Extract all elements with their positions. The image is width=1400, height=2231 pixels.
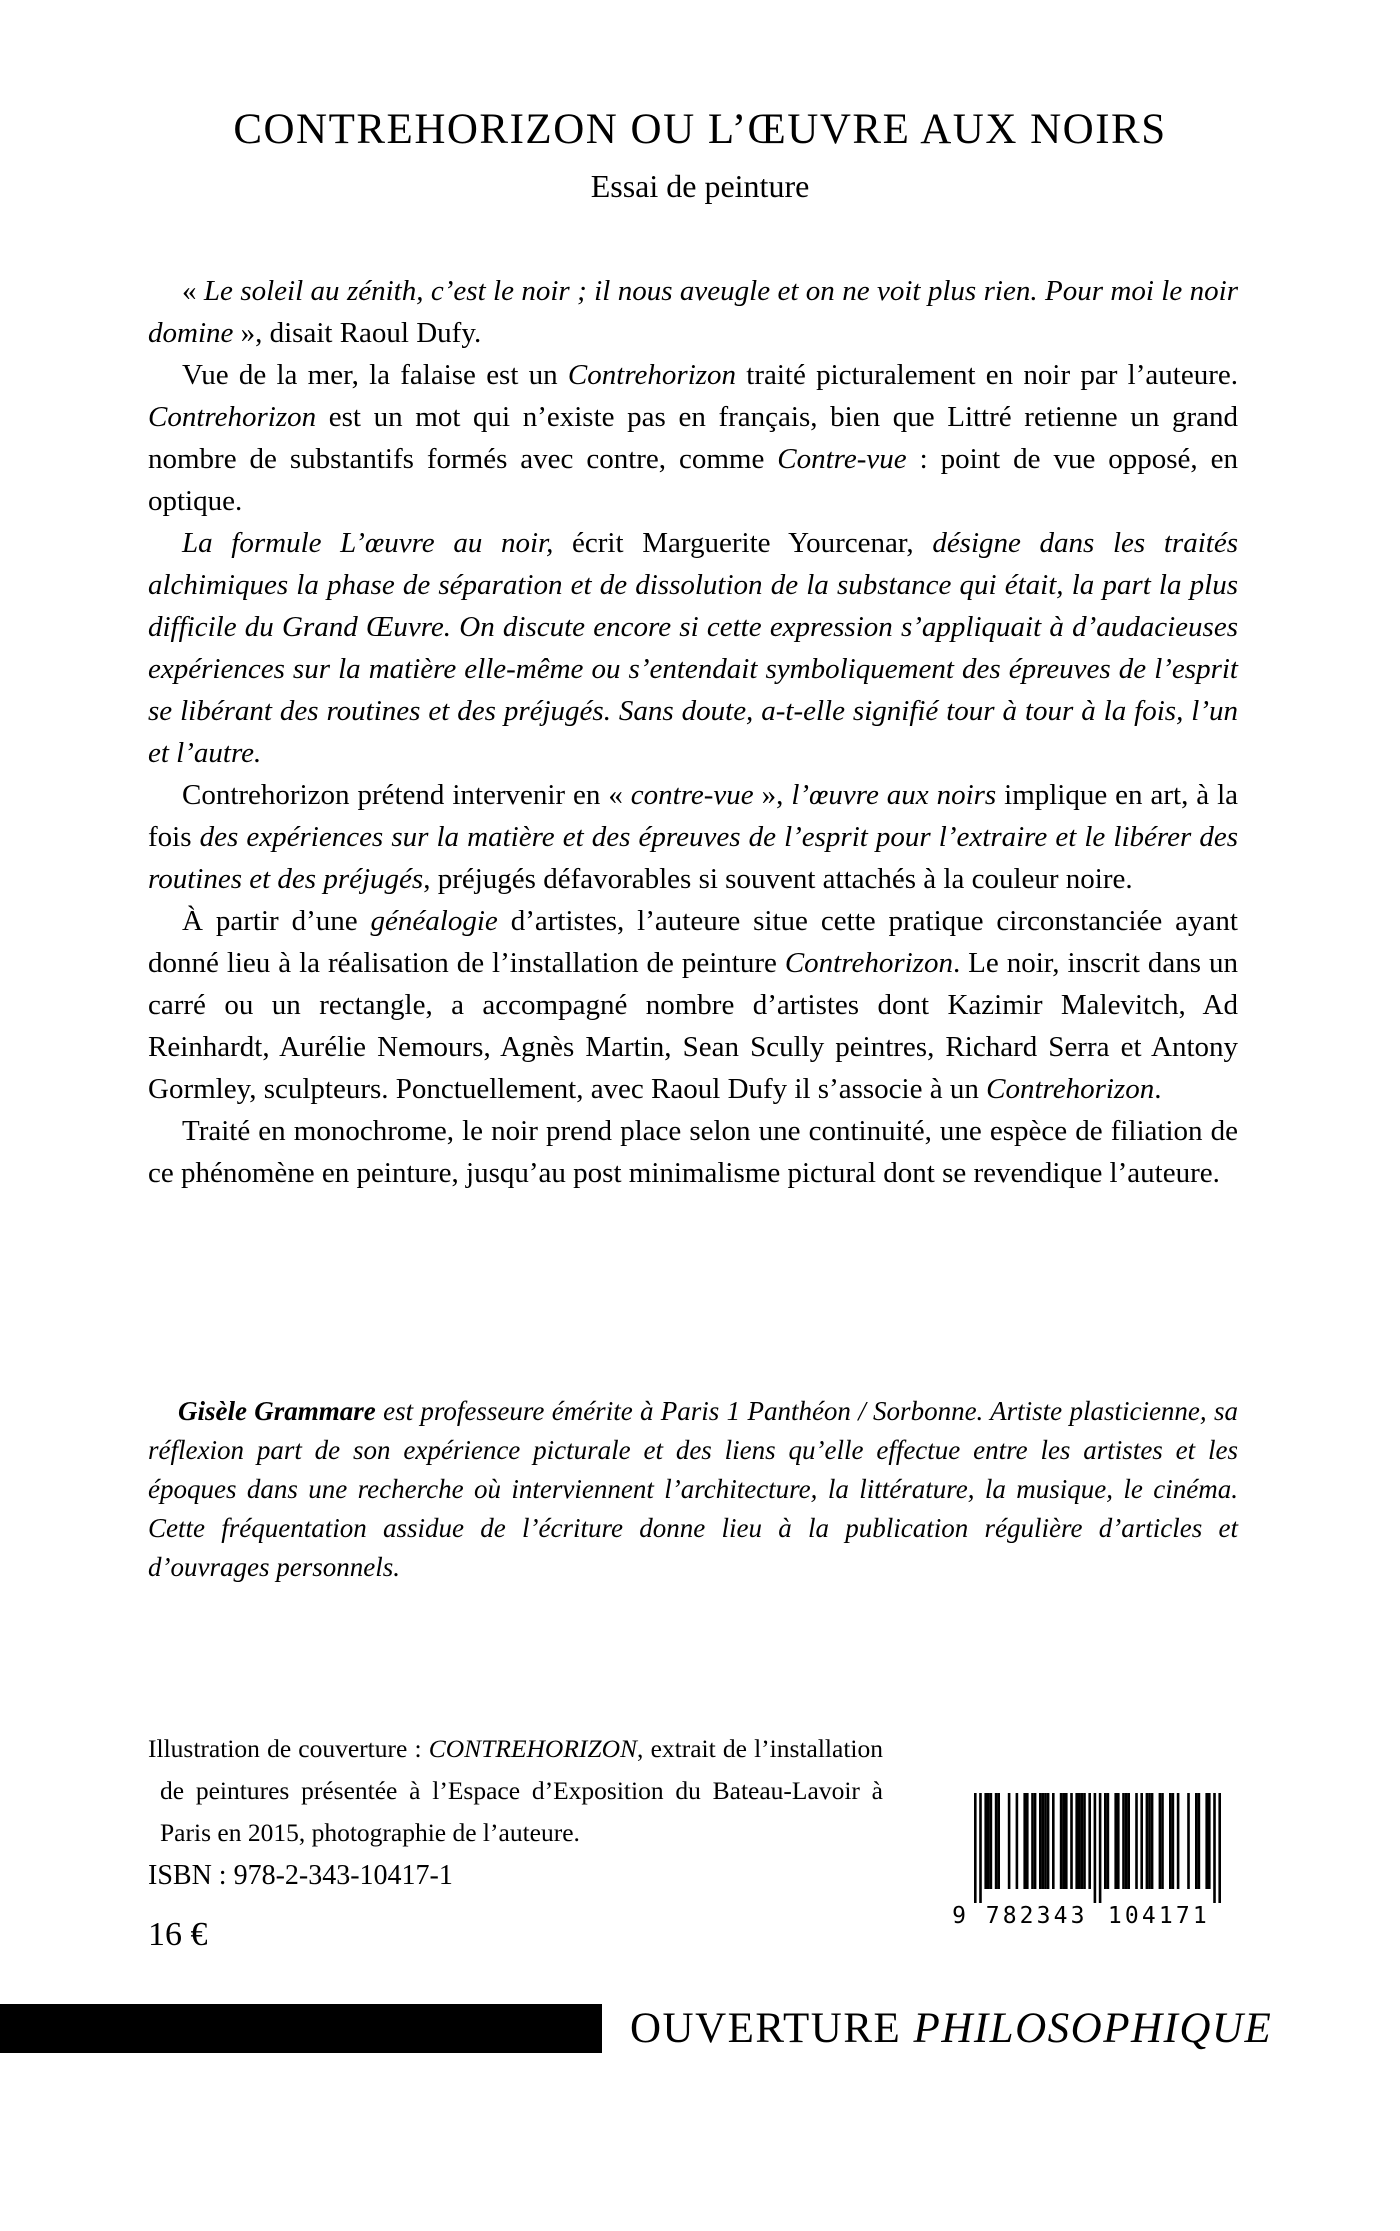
text-segment: d’artistes, l’auteure situe cette pratique circonstanciée ayant donné lieu à la réalisation de l’installation de peinture [148,905,1238,979]
text-segment: généalogie [370,905,498,937]
illustration-note [148,1728,883,1854]
text-segment: : point de vue opposé, en optique. [148,443,1238,517]
paragraph [148,270,1238,354]
book-subtitle: Essai de peinture [590,167,810,204]
text-segment: CONTREHORIZON [428,1734,638,1763]
text-segment: À partir d’une [182,905,371,937]
paragraph [148,354,1238,522]
text-segment: Contrehorizon [567,359,737,391]
barcode-svg [952,1793,1229,1929]
text-segment: Contrehorizon [148,401,317,433]
text-segment: écrit Marguerite Yourcenar, [572,527,933,559]
text-segment: « [182,275,204,307]
synopsis-text [148,270,1238,1194]
text-segment: . [1154,1073,1162,1105]
text-segment: . Le noir, inscrit dans un carré ou un rectangle, a accompagné nombre d’artistes dont Kazimir Malevitch, Ad Reinhardt, Aurélie Nemours, Agnès Martin, Sean Scully peintres, Richard Serra et Antony Gormley, sculpteurs. Ponctuellement, avec Raoul Dufy il s’associe à un [148,947,1238,1105]
text-segment: Contrehorizon prétend intervenir en « [182,779,631,811]
author-bio [148,1392,1238,1587]
collection-bar [0,2004,602,2053]
text-segment: Gisèle Grammare [178,1396,376,1426]
text-segment: traité picturalement en noir par l’auteure. [736,359,1238,391]
price-label: 16 € [148,1916,208,1953]
text-segment: Vue de la mer, la falaise est un [182,359,568,391]
paragraph [148,1110,1238,1194]
text-segment: Contrehorizon [784,947,953,979]
text-segment: Illustration de couverture : [148,1734,429,1763]
text-segment: Contre-vue [777,443,907,475]
text-segment: implique en art, à la fois [148,779,1238,853]
text-segment: , préjugés défavorables si souvent attachés à la couleur noire. [423,863,1133,895]
collection-name [630,2004,1272,2053]
collection-word-2: PHILOSOPHIQUE [913,2005,1273,2052]
collection-word-1: OUVERTURE [630,2005,902,2052]
paragraph [148,522,1238,774]
text-segment: Le soleil au zénith, c’est le noir ; il nous aveugle et on ne voit plus rien. Pour moi le noir domine [148,275,1238,349]
text-segment: est professeure émérite à Paris 1 Panthéon / Sorbonne. Artiste plasticienne, sa réflexion part de son expérience picturale et des liens qu’elle effectue entre les artistes et les époques dans une recherche où interviennent l’architecture, la littérature, la musique, le cinéma. Cette fréquentation assidue de l’écriture donne lieu à la publication régulière d’articles et d’ouvrages personnels. [148,1396,1238,1582]
text-segment: désigne dans les traités alchimiques la phase de séparation et de dissolution de la substance qui était, la part la plus difficile du Grand Œuvre. On discute encore si cette expression s’appliquait à d’audacieuses expériences sur la matière elle-même ou s’entendait symboliquement des épreuves de l’esprit se libérant des routines et des préjugés. Sans doute, a-t-elle signifié tour à tour à la fois, l’un et l’autre. [148,527,1238,769]
isbn-label: ISBN : 978-2-343-10417-1 [148,1860,453,1891]
paragraph [148,900,1238,1110]
text-segment: , extrait de l’installation de peintures présentée à l’Espace d’Exposition du Bateau-Lavoir à Paris en 2015, photographie de l’auteure. [160,1734,883,1847]
text-segment: l’œuvre aux noirs [791,779,997,811]
barcode-digit-first: 9 [952,1903,966,1929]
barcode-digits-right: 104171 [1107,1903,1207,1929]
barcode-digits-left: 782343 [985,1903,1085,1929]
paragraph [148,774,1238,900]
text-segment: La formule L’œuvre au noir, [182,527,573,559]
text-segment: est un mot qui n’existe pas en français, bien que Littré retienne un grand nombre de substantifs formés avec contre, comme [148,401,1238,475]
barcode [952,1793,1242,1933]
text-segment: Contrehorizon [986,1073,1155,1105]
collection-space [901,2005,913,2052]
text-segment: », disait Raoul Dufy. [233,317,482,349]
text-segment: contre-vue [630,779,754,811]
header [0,104,1400,205]
text-segment: Traité en monochrome, le noir prend place selon une continuité, une espèce de filiation de ce phénomène en peinture, jusqu’au post minimalisme pictural dont se revendique l’auteure. [148,1115,1238,1189]
text-segment: », [753,779,792,811]
book-title: CONTREHORIZON OU L’ŒUVRE AUX NOIRS [233,106,1167,153]
text-segment: des expériences sur la matière et des épreuves de l’esprit pour l’extraire et le libérer des routines et des préjugés [148,821,1238,895]
